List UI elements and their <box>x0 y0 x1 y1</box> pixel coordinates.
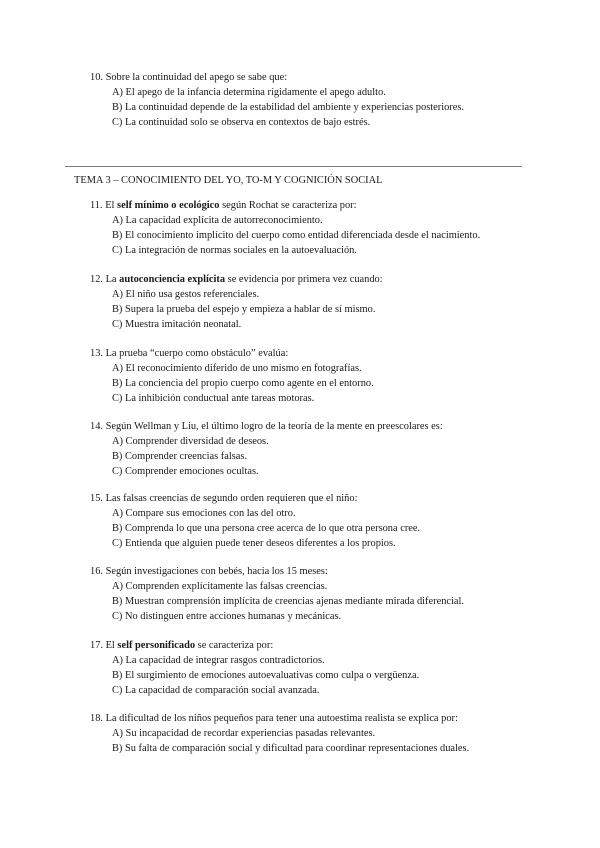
option-c: C) Comprender emociones ocultas. <box>112 466 259 477</box>
question-16 <box>90 564 464 624</box>
question-stem: 12. La autoconciencia explícita se evidencia por primera vez cuando: <box>90 274 383 285</box>
question-13 <box>90 346 374 406</box>
question-stem: 17. El self personificado se caracteriza por: <box>90 640 274 651</box>
option-a: A) El niño usa gestos referenciales. <box>112 289 260 300</box>
option-c: C) No distinguen entre acciones humanas y mecánicas. <box>112 611 342 622</box>
option-a: A) Comprender diversidad de deseos. <box>112 436 269 447</box>
option-a: A) Su incapacidad de recordar experiencias pasadas relevantes. <box>112 728 376 739</box>
option-b: B) La continuidad depende de la estabilidad del ambiente y experiencias posteriores. <box>112 102 464 113</box>
option-b: B) Muestran comprensión implícita de creencias ajenas mediante mirada diferencial. <box>112 596 464 607</box>
key-term: autoconciencia explícita <box>119 274 226 285</box>
option-c: C) La continuidad solo se observa en contextos de bajo estrés. <box>112 117 371 128</box>
topic-heading: TEMA 3 – CONOCIMIENTO DEL YO, TO-M Y COGNICIÓN SOCIAL <box>74 175 383 186</box>
key-term: self personificado <box>117 640 196 651</box>
question-11 <box>90 198 480 258</box>
option-a: A) La capacidad explícita de autorreconocimiento. <box>112 215 323 226</box>
question-15 <box>90 491 420 551</box>
option-c: C) Entienda que alguien puede tener deseos diferentes a los propios. <box>112 538 396 549</box>
question-stem: 18. La dificultad de los niños pequeños para tener una autoestima realista se explica por: <box>90 713 458 724</box>
option-b: B) Supera la prueba del espejo y empieza a hablar de sí mismo. <box>112 304 376 315</box>
option-b: B) El conocimiento implícito del cuerpo como entidad diferenciada desde el nacimiento. <box>112 230 481 241</box>
question-stem: 13. La prueba “cuerpo como obstáculo” evalúa: <box>90 348 289 359</box>
option-b: B) Comprender creencias falsas. <box>112 451 248 462</box>
option-b: B) La conciencia del propio cuerpo como agente en el entorno. <box>112 378 374 389</box>
question-stem: 11. El self mínimo o ecológico según Rochat se caracteriza por: <box>90 200 357 211</box>
option-a: A) El reconocimiento diferido de uno mismo en fotografías. <box>112 363 362 374</box>
section-divider <box>65 166 522 167</box>
question-stem: 15. Las falsas creencias de segundo orden requieren que el niño: <box>90 493 358 504</box>
option-a: A) Comprenden explícitamente las falsas creencias. <box>112 581 328 592</box>
option-a: A) La capacidad de integrar rasgos contradictorios. <box>112 655 325 666</box>
option-a: A) El apego de la infancia determina rígidamente el apego adulto. <box>112 87 386 98</box>
key-term: self mínimo o ecológico <box>117 200 220 211</box>
option-c: C) La capacidad de comparación social avanzada. <box>112 685 320 696</box>
option-b: B) El surgimiento de emociones autoevaluativas como culpa o vergüenza. <box>112 670 420 681</box>
option-c: C) La integración de normas sociales en la autoevaluación. <box>112 245 357 256</box>
question-14 <box>90 419 443 479</box>
question-stem: 10. Sobre la continuidad del apego se sabe que: <box>90 72 288 83</box>
option-a: A) Compare sus emociones con las del otro. <box>112 508 296 519</box>
option-b: B) Comprenda lo que una persona cree acerca de lo que otra persona cree. <box>112 523 421 534</box>
option-c: C) Muestra imitación neonatal. <box>112 319 242 330</box>
question-stem: 16. Según investigaciones con bebés, hacia los 15 meses: <box>90 566 328 577</box>
question-10 <box>90 70 464 130</box>
question-18 <box>90 711 469 756</box>
question-stem: 14. Según Wellman y Liu, el último logro de la teoría de la mente en preescolares es: <box>90 421 443 432</box>
option-c: C) La inhibición conductual ante tareas motoras. <box>112 393 315 404</box>
question-17 <box>90 638 419 698</box>
option-b: B) Su falta de comparación social y dificultad para coordinar representaciones duales. <box>112 743 470 754</box>
question-12 <box>90 272 383 332</box>
